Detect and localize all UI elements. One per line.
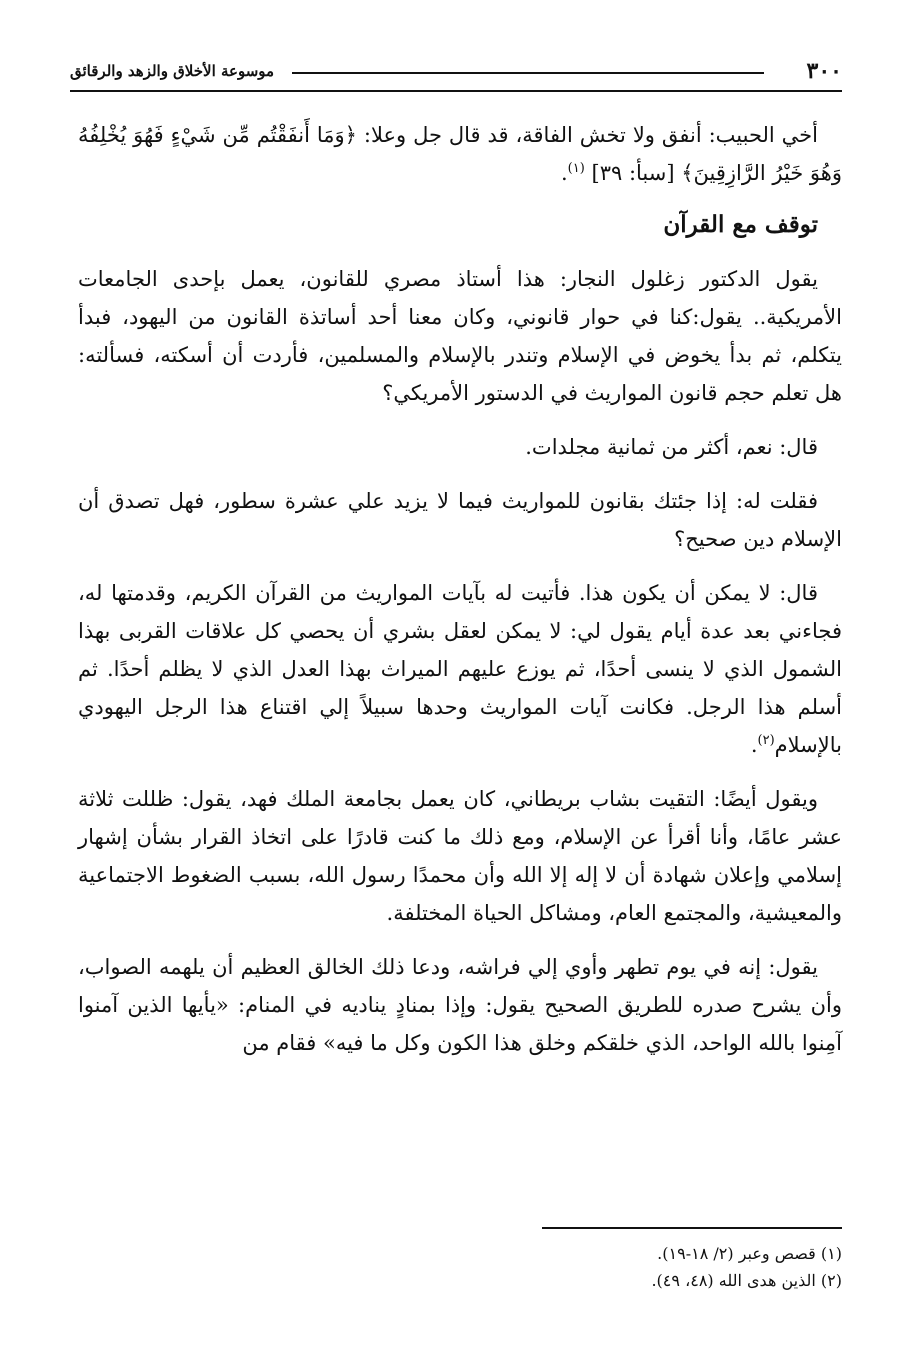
footnote-1: (١) قصص وعبر (٢/ ١٨-١٩). [657, 1244, 842, 1263]
section-heading: توقف مع القرآن [663, 211, 818, 238]
page-number: ٣٠٠ [806, 58, 842, 84]
footnote-mark-1: (١) [567, 161, 585, 176]
header-underline [70, 90, 842, 92]
page-header [70, 58, 842, 92]
footnotes [78, 1240, 842, 1294]
footnote-mark-2: (٢) [757, 733, 775, 748]
page-content [78, 116, 842, 1078]
paragraph-6: يقول: إنه في يوم تطهر وأوي إلي فراشه، ودعا ذلك الخالق العظيم أن يلهمه الصواب، وأن يشرح صدره للطريق الصحيح يقول: وإذا بمنادٍ يناديه في المنام: «يأيها الذين آمنوا آمِنوا بالله الواحد، الذي خلقكم وخلق هذا الكون وكل ما فيه» فقام من [78, 955, 842, 1055]
intro-paragraph: أخي الحبيب: أنفق ولا تخش الفاقة، قد قال جل وعلا: ﴿وَمَا أَنفَقْتُم مِّن شَيْءٍ فَهُوَ يُخْلِفُهُ وَهُوَ خَيْرُ الرَّازِقِينَ﴾ [سبأ: ٣٩] $^{(١)}$. [78, 123, 842, 185]
footnote-separator [542, 1227, 842, 1229]
paragraph-2: قال: نعم، أكثر من ثمانية مجلدات. [525, 435, 818, 459]
book-title: موسوعة الأخلاق والزهد والرقائق [70, 62, 275, 80]
intro-text: أخي الحبيب: أنفق ولا تخش الفاقة، قد قال جل وعلا: ﴿وَمَا أَنفَقْتُم مِّن شَيْءٍ فَهُوَ يُخْلِفُهُ وَهُوَ خَيْرُ الرَّازِقِينَ﴾ [سبأ: ٣٩] [78, 123, 842, 185]
footnote-2: (٢) الذين هدى الله (٤٨، ٤٩). [651, 1271, 842, 1290]
paragraph-4-text: قال: لا يمكن أن يكون هذا. فأتيت له بآيات المواريث من القرآن الكريم، وقدمتها له، فجاءني بعد عدة أيام يقول لي: لا يمكن لعقل بشري أن يحصي كل علاقات القربى بهذا الشمول الذي لا ينسى أحدًا، ثم يوزع عليهم الميراث بهذا العدل الذي لا يظلم أحدًا. ثم أسلم هذا الرجل. فكانت آيات المواريث وحدها سبيلاً إلي اقتناع هذا الرجل اليهودي بالإسلام [78, 581, 842, 757]
paragraph-5: ويقول أيضًا: التقيت بشاب بريطاني، كان يعمل بجامعة الملك فهد، يقول: ظللت ثلاثة عشر عامًا، وأنا أقرأ عن الإسلام، ومع ذلك ما كنت قادرًا على اتخاذ القرار بشأن إشهار إسلامي وإعلان شهادة أن لا إله إلا الله وأن محمدًا رسول الله، بسبب الضغوط الاجتماعية والمعيشية، والمجتمع العام، ومشاكل الحياة المختلفة. [78, 787, 842, 925]
paragraph-1: يقول الدكتور زغلول النجار: هذا أستاذ مصري للقانون، يعمل بإحدى الجامعات الأمريكية.. يقول:كنا في حوار قانوني، وكان معنا أحد أساتذة القانون من اليهود، فبدأ يتكلم، ثم بدأ يخوض في الإسلام وتندر بالإسلام والمسلمين، فأردت أن أسكته، فسألته: هل تعلم حجم قانون المواريث في الدستور الأمريكي؟ [78, 267, 842, 405]
paragraph-4: قال: لا يمكن أن يكون هذا. فأتيت له بآيات المواريث من القرآن الكريم، وقدمتها له، فجاءني بعد عدة أيام يقول لي: لا يمكن لعقل بشري أن يحصي كل علاقات القربى بهذا الشمول الذي لا ينسى أحدًا، ثم يوزع عليهم الميراث بهذا العدل الذي لا يظلم أحدًا. ثم أسلم هذا الرجل. فكانت آيات المواريث وحدها سبيلاً إلي اقتناع هذا الرجل اليهودي بالإسلام$^{(٢)}$. [78, 581, 842, 757]
paragraph-3: فقلت له: إذا جئتك بقانون للمواريث فيما لا يزيد علي عشرة سطور، فهل تصدق أن الإسلام دين صحيح؟ [78, 489, 842, 551]
header-rule [292, 72, 764, 74]
